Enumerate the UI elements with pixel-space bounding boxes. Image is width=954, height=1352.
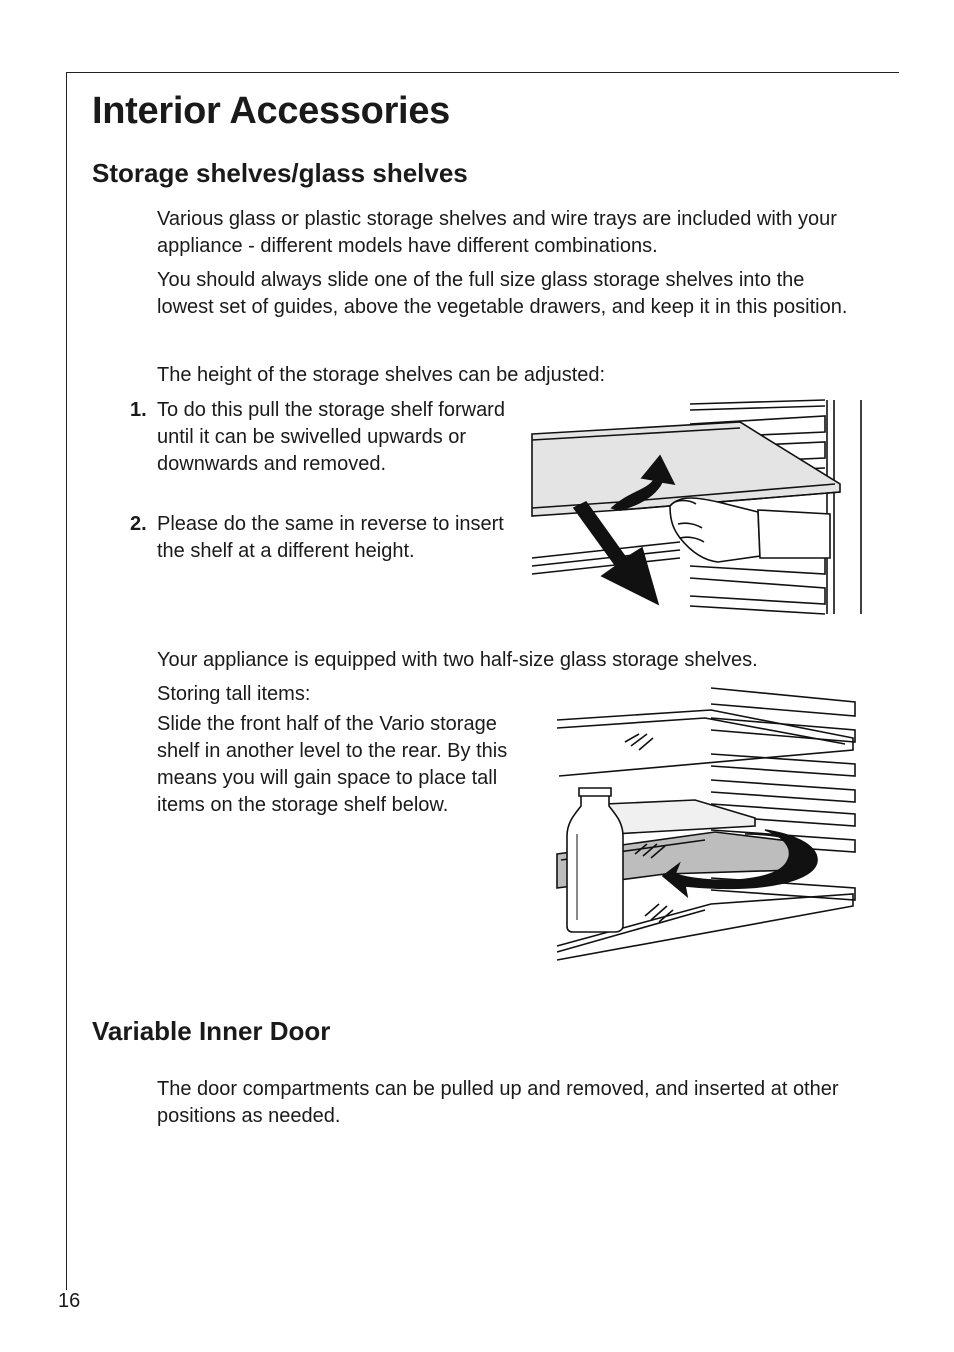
paragraph-storing-tall-items-label: Storing tall items: — [157, 683, 311, 705]
paragraph-height-adjust: The height of the storage shelves can be adjusted: — [157, 364, 606, 386]
paragraph-half-size-shelves: Your appliance is equipped with two half-size glass storage shelves. — [157, 649, 758, 671]
vario-shelf-illustration — [555, 684, 861, 966]
paragraph-lowest-shelf: You should always slide one of the full size glass storage shelves into the lowest set of guides, above the vegetable drawers, and keep it in this position. — [157, 269, 848, 318]
step-number: 2. — [130, 513, 147, 535]
section-heading-storage-shelves: Storage shelves/glass shelves — [92, 158, 468, 188]
paragraph-vario-shelf: Slide the front half of the Vario storage shelf in another level to the rear. By this means you will gain space to place tall items on the storage shelf below. — [157, 713, 508, 816]
step-number: 1. — [130, 399, 147, 421]
page-title: Interior Accessories — [92, 90, 450, 132]
step-text: Please do the same in reverse to insert the shelf at a different height. — [157, 513, 504, 562]
section-heading-variable-inner-door: Variable Inner Door — [92, 1016, 331, 1046]
paragraph-door-compartments: The door compartments can be pulled up and removed, and inserted at other positions as needed. — [157, 1078, 839, 1127]
page-number: 16 — [58, 1290, 81, 1312]
paragraph-shelves-included: Various glass or plastic storage shelves and wire trays are included with your appliance - different models have different combinations. — [157, 208, 837, 257]
top-rule — [66, 72, 899, 73]
left-rule — [66, 72, 67, 1290]
shelf-removal-illustration — [530, 398, 865, 616]
step-text: To do this pull the storage shelf forward until it can be swivelled upwards or downwards and removed. — [157, 399, 505, 475]
